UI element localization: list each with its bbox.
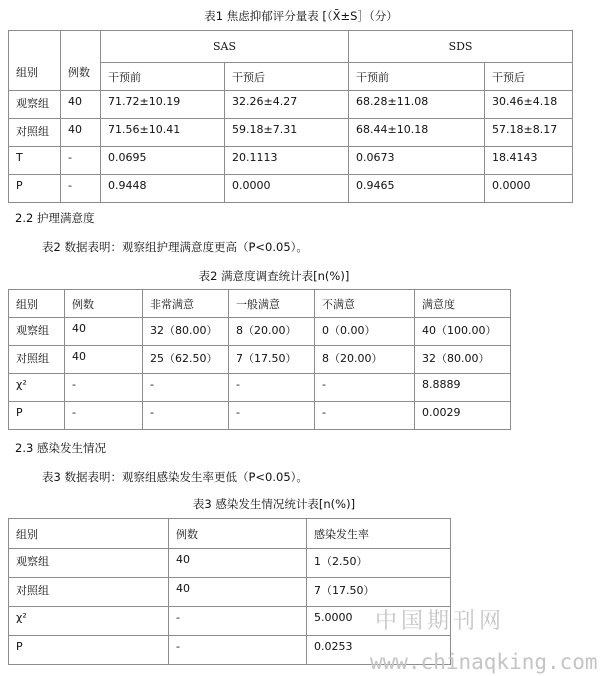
table-cell: 对照组 [9,119,61,147]
table-cell: 20.1113 [225,147,349,175]
table1-header-group: 组别 [9,31,61,91]
table-cell: - [315,374,415,402]
table-cell: 8.8889 [415,374,511,402]
table-cell: 68.28±11.08 [349,91,485,119]
table-cell: 59.18±7.31 [225,119,349,147]
table-row [9,402,511,430]
table-cell: - [315,402,415,430]
table-cell: 68.44±10.18 [349,119,485,147]
table-cell: 32.26±4.27 [225,91,349,119]
table-cell: 40 [169,578,307,607]
table-cell: 40 [65,318,143,346]
table2-caption: 表2 满意度调查统计表[n(%)] [198,269,350,283]
section-text-satisfaction: 表2 数据表明：观察组护理满意度更高（P<0.05）。 [42,240,308,254]
table-cell: 40 [61,119,101,147]
table-cell: - [61,147,101,175]
table-cell: 1（2.50） [307,549,451,578]
table-cell: 0.9465 [349,175,485,203]
table-row [9,91,573,119]
table-cell: χ² [9,607,169,636]
table1-header-sas: SAS [101,31,349,63]
table2 [8,289,511,430]
table-row [9,318,511,346]
table-cell: 0.9448 [101,175,225,203]
section-heading-satisfaction: 2.2 护理满意度 [15,211,95,225]
table-cell: - [229,402,315,430]
table-cell: 8（20.00） [229,318,315,346]
table-cell: - [61,175,101,203]
table-cell: P [9,175,61,203]
table2-header-rate: 满意度 [415,290,511,318]
table1-header-sds-post: 干预后 [485,63,573,91]
table-cell: 0.0000 [225,175,349,203]
table-cell: 57.18±8.17 [485,119,573,147]
table-cell: 40 [65,346,143,374]
table-cell: 对照组 [9,346,65,374]
table2-header-n: 例数 [65,290,143,318]
table-cell: - [65,374,143,402]
table3 [8,518,451,665]
table3-header-rate: 感染发生率 [307,519,451,549]
table-cell: 71.56±10.41 [101,119,225,147]
table1 [8,30,573,203]
table2-header-very-satisfied: 非常满意 [143,290,229,318]
table-cell: 25（62.50） [143,346,229,374]
table1-header-sas-post: 干预后 [225,63,349,91]
table-cell: 7（17.50） [229,346,315,374]
table-cell: 5.0000 [307,607,451,636]
table-cell: - [169,636,307,665]
table1-header-sds: SDS [349,31,573,63]
table1-header-n: 例数 [61,31,101,91]
table-cell: χ² [9,374,65,402]
table-cell: 32（80.00） [143,318,229,346]
table-cell: 0（0.00） [315,318,415,346]
table3-header-n: 例数 [169,519,307,549]
table-row [9,549,451,578]
table-cell: P [9,636,169,665]
table-cell: 0.0000 [485,175,573,203]
table-row [9,578,451,607]
table-cell: 7（17.50） [307,578,451,607]
table3-caption: 表3 感染发生情况统计表[n(%)] [192,497,356,511]
table-cell: - [143,374,229,402]
table-cell: 对照组 [9,578,169,607]
table-cell: - [169,607,307,636]
table-row [9,346,511,374]
table-cell: 8（20.00） [315,346,415,374]
table1-caption: 表1 焦虑抑郁评分量表 [（X̄±S］（分） [204,9,398,23]
section-text-infection: 表3 数据表明：观察组感染发生率更低（P<0.05）。 [42,470,308,484]
table1-header-sds-pre: 干预前 [349,63,485,91]
table1-header-sas-pre: 干预前 [101,63,225,91]
table-cell: 0.0695 [101,147,225,175]
table-cell: 30.46±4.18 [485,91,573,119]
table-cell: T [9,147,61,175]
table3-header-group: 组别 [9,519,169,549]
table-cell: 0.0253 [307,636,451,665]
section-heading-infection: 2.3 感染发生情况 [15,441,106,455]
table-cell: 71.72±10.19 [101,91,225,119]
table-cell: - [229,374,315,402]
table-cell: 观察组 [9,318,65,346]
table-cell: - [65,402,143,430]
table-row [9,175,573,203]
table-cell: 40 [61,91,101,119]
table-row [9,119,573,147]
table2-header-satisfied: 一般满意 [229,290,315,318]
table-cell: - [143,402,229,430]
watermark-url: www.chinaqking.com [370,650,598,674]
table2-header-group: 组别 [9,290,65,318]
table-row [9,147,573,175]
watermark-site-name: 中国期刊网 [375,609,506,634]
table-cell: 18.4143 [485,147,573,175]
table-cell: 40 [169,549,307,578]
table-cell: 观察组 [9,549,169,578]
table-cell: 32（80.00） [415,346,511,374]
table-cell: P [9,402,65,430]
table-row [9,374,511,402]
table-cell: 观察组 [9,91,61,119]
table-cell: 0.0673 [349,147,485,175]
table-cell: 0.0029 [415,402,511,430]
table2-header-unsatisfied: 不满意 [315,290,415,318]
table-cell: 40（100.00） [415,318,511,346]
